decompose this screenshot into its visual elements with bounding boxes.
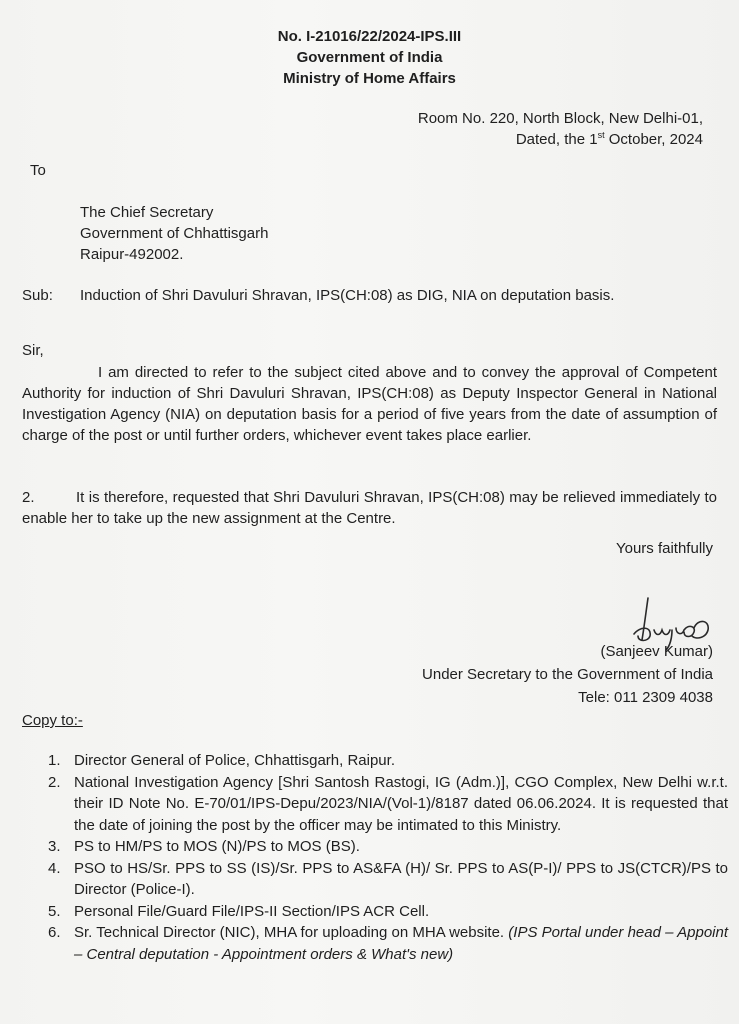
- list-item-text: National Investigation Agency [Shri Santosh Rastogi, IG (Adm.)], CGO Complex, New Delhi w.r.t. their ID Note No. E-70/01/IPS-Depu/2023/NIA/(Vol-1)/8187 dated 06.06.2024. It is requested that the date of joining the post by the officer may be intimated to this Ministry.: [74, 773, 728, 834]
- paragraph-1: [22, 362, 717, 446]
- date-sup: st: [597, 130, 605, 140]
- list-item-number: 3.: [48, 838, 61, 855]
- paragraph-2-text: It is therefore, requested that Shri Davuluri Shravan, IPS(CH:08) may be relieved immediately to enable her to take up the new assignment at the Centre.: [22, 489, 717, 527]
- list-item-number: 4.: [48, 859, 61, 877]
- signatory-telephone: Tele: 011 2309 4038: [578, 689, 713, 706]
- subject-label: Sub:: [22, 287, 53, 304]
- date-prefix: Dated, the 1: [515, 131, 598, 148]
- government-heading: Government of India: [296, 49, 443, 66]
- to-label: To: [30, 162, 46, 179]
- subject-text: Induction of Shri Davuluri Shravan, IPS(CH:08) as DIG, NIA on deputation basis.: [80, 287, 615, 304]
- list-item: [48, 750, 728, 772]
- salutation: Sir,: [22, 342, 44, 359]
- date-line: [516, 131, 703, 148]
- list-item: [48, 772, 728, 837]
- list-item-number: 1.: [48, 752, 61, 769]
- list-item-text: PS to HM/PS to MOS (N)/PS to MOS (BS).: [74, 838, 360, 855]
- addressee-line-2: Government of Chhattisgarh: [80, 225, 269, 242]
- list-item: [48, 901, 728, 923]
- date-suffix: October, 2024: [604, 131, 703, 148]
- file-number: No. I-21016/22/2024-IPS.III: [277, 28, 462, 45]
- list-item-text: Sr. Technical Director (NIC), MHA for uploading on MHA website.: [74, 924, 509, 941]
- list-item-number: 6.: [48, 924, 61, 941]
- closing: Yours faithfully: [615, 540, 713, 557]
- signatory-name: (Sanjeev Kumar): [600, 643, 713, 660]
- copy-to-list: [48, 750, 728, 965]
- paragraph-1-text: I am directed to refer to the subject cited above and to convey the approval of Competent Authority for induction of Shri Davuluri Shravan, IPS(CH:08) as Deputy Inspector General in National Investigation Agency (NIA) on deputation basis for a period of five years from the date of assumption of charge of the post or until further orders, whichever event takes place earlier.: [22, 364, 717, 444]
- list-item-text: PSO to HS/Sr. PPS to SS (IS)/Sr. PPS to AS&FA (H)/ Sr. PPS to AS(P-I)/ PPS to JS(CTCR)/PS to Director (Police-I).: [74, 859, 728, 898]
- list-item: [48, 836, 728, 858]
- list-item-text: Director General of Police, Chhattisgarh, Raipur.: [74, 752, 395, 769]
- list-item-number: 5.: [48, 902, 61, 920]
- addressee-line-3: Raipur-492002.: [80, 246, 184, 263]
- list-item-number: 2.: [48, 773, 61, 791]
- list-item: [48, 922, 728, 965]
- paragraph-2: [22, 487, 717, 529]
- list-item: [48, 858, 728, 901]
- paragraph-2-number: 2.: [22, 489, 35, 506]
- list-item-italic-note: (IPS Portal under head – Appoint – Central deputation - Appointment orders & What's new): [74, 924, 728, 963]
- ministry-heading: Ministry of Home Affairs: [283, 70, 456, 87]
- list-item-text: Personal File/Guard File/IPS-II Section/IPS ACR Cell.: [74, 902, 430, 920]
- address-line: Room No. 220, North Block, New Delhi-01,: [417, 110, 703, 127]
- copy-to-label: Copy to:-: [22, 712, 83, 729]
- signatory-designation: Under Secretary to the Government of India: [422, 666, 713, 683]
- addressee-line-1: The Chief Secretary: [80, 204, 214, 221]
